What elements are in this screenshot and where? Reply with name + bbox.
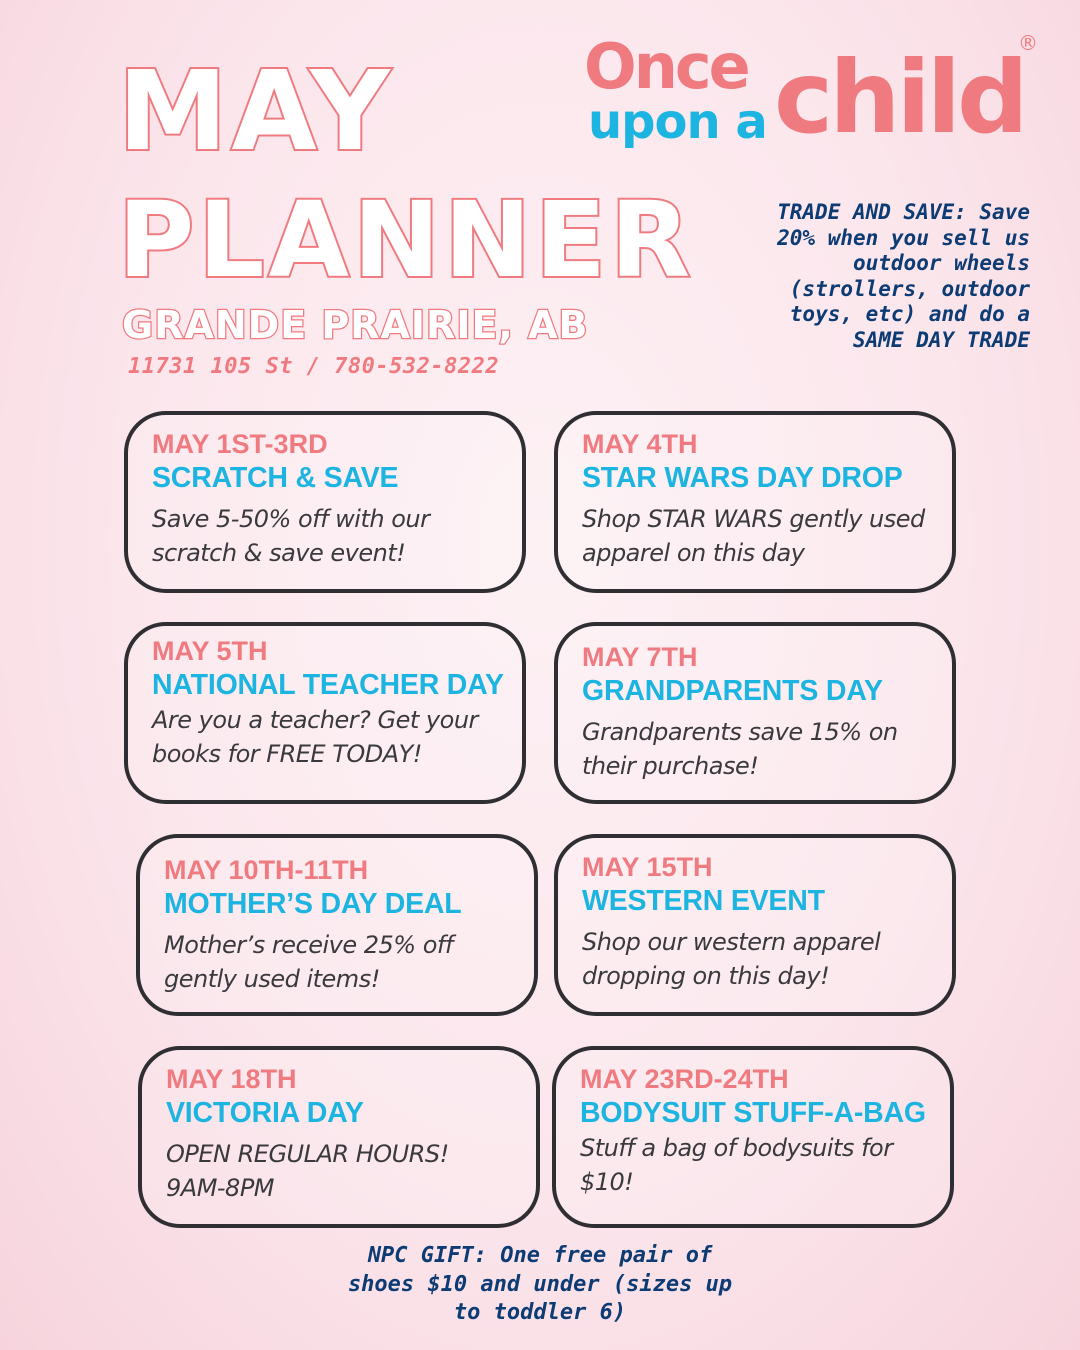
event-title: STAR WARS DAY DROP bbox=[582, 462, 903, 494]
event-card-scratch-save bbox=[124, 411, 526, 593]
event-title: MOTHER’S DAY DEAL bbox=[164, 888, 462, 920]
event-date: MAY 4TH bbox=[582, 429, 698, 459]
event-description: Shop our western apparel dropping on this day! bbox=[582, 928, 881, 990]
event-date: MAY 23RD-24TH bbox=[580, 1064, 789, 1094]
event-description: Shop STAR WARS gently used apparel on this day bbox=[582, 505, 925, 567]
logo-registered-mark: ® bbox=[1018, 31, 1038, 55]
event-card-victoria-day bbox=[138, 1046, 540, 1228]
event-date: MAY 10TH-11TH bbox=[164, 855, 369, 885]
event-date: MAY 15TH bbox=[582, 852, 713, 882]
event-date: MAY 7TH bbox=[582, 642, 698, 672]
page-title-may: MAY bbox=[118, 47, 394, 175]
event-date: MAY 1ST-3RD bbox=[152, 429, 328, 459]
event-card-western-event bbox=[554, 834, 956, 1016]
event-card-mothers-day bbox=[136, 834, 538, 1016]
event-description: Are you a teacher? Get your books for FREE TODAY! bbox=[152, 706, 478, 768]
event-card-bodysuit-bag bbox=[552, 1046, 954, 1228]
event-date: MAY 5TH bbox=[152, 636, 268, 666]
logo-once-text: Once bbox=[584, 30, 748, 103]
event-description: Save 5-50% off with our scratch & save event! bbox=[152, 505, 430, 567]
store-address: 11731 105 St / 780-532-8222 bbox=[128, 354, 500, 379]
event-description: Grandparents save 15% on their purchase! bbox=[582, 718, 898, 780]
event-title: NATIONAL TEACHER DAY bbox=[152, 669, 504, 701]
npc-gift-note bbox=[0, 1242, 1080, 1328]
event-card-star-wars bbox=[554, 411, 956, 593]
store-location: GRANDE PRAIRIE, AB bbox=[122, 303, 589, 347]
event-card-teacher-day bbox=[124, 622, 526, 804]
event-title: BODYSUIT STUFF-A-BAG bbox=[580, 1097, 926, 1129]
trade-and-save-promo: TRADE AND SAVE: Save 20% when you sell us outdoor wheels (strollers, outdoor toys, etc) and do a SAME DAY TRADE bbox=[777, 200, 1030, 352]
event-date: MAY 18TH bbox=[166, 1064, 297, 1094]
npc-gift-text: NPC GIFT: One free pair of shoes $10 and under (sizes up to toddler 6) bbox=[347, 1243, 733, 1325]
event-description: OPEN REGULAR HOURS! 9AM-8PM bbox=[166, 1140, 449, 1202]
page-title-planner: PLANNER bbox=[118, 179, 695, 301]
event-description: Stuff a bag of bodysuits for $10! bbox=[580, 1134, 893, 1196]
event-title: VICTORIA DAY bbox=[166, 1097, 364, 1129]
logo-upon-a-text: upon a bbox=[588, 94, 767, 150]
event-title: SCRATCH & SAVE bbox=[152, 462, 399, 494]
event-title: WESTERN EVENT bbox=[582, 885, 825, 917]
event-title: GRANDPARENTS DAY bbox=[582, 675, 883, 707]
event-description: Mother’s receive 25% off gently used items! bbox=[164, 931, 453, 993]
logo-child-text: child bbox=[774, 39, 1025, 156]
event-card-grandparents-day bbox=[554, 622, 956, 804]
brand-logo bbox=[578, 26, 1048, 156]
